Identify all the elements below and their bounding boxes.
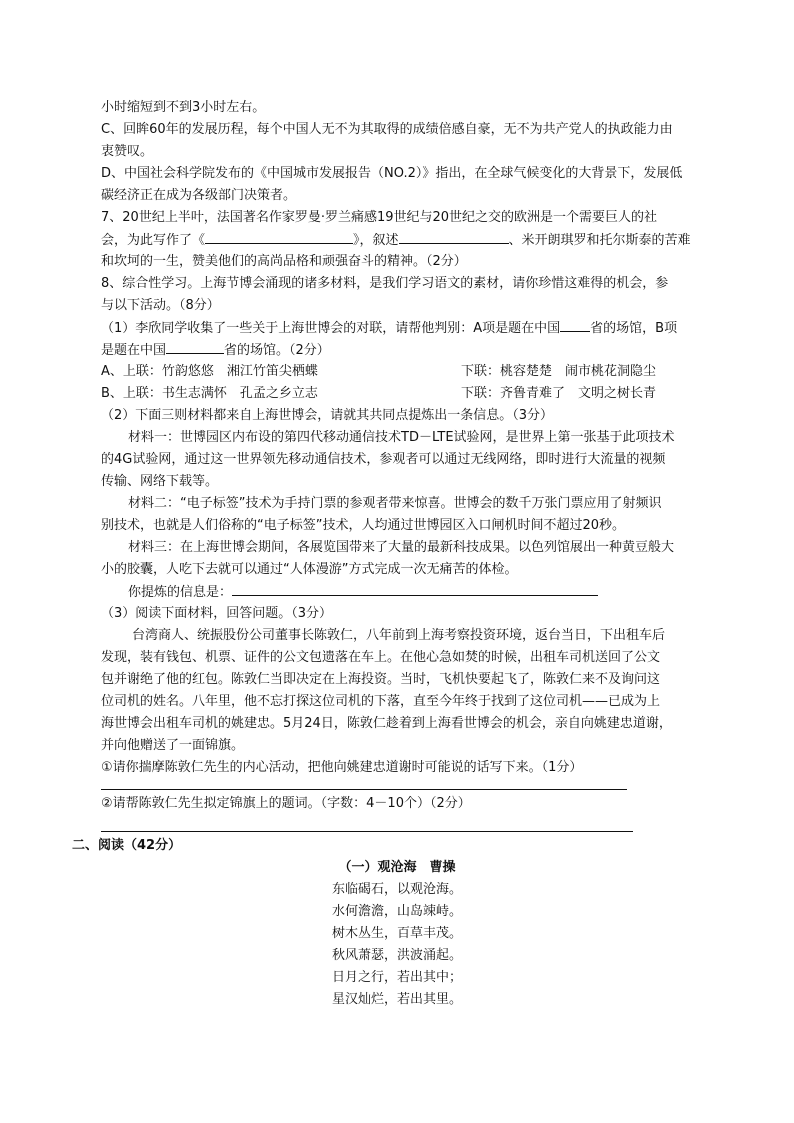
poem-title: （一）观沧海 曹操 — [338, 860, 456, 875]
answer-blank[interactable] — [166, 339, 224, 354]
option-d: D、中国社会科学院发布的《中国城市发展报告（NO.2）》指出，在全球气候变化的大背景下，发展低 — [101, 166, 683, 181]
passage-line: 并向他赠送了一面锦旗。 — [101, 738, 245, 753]
text-segment: 是题在中国 — [101, 343, 167, 358]
text-line: 小时缩短到不到3小时左右。 — [101, 100, 266, 115]
passage-line: 发现，装有钱包、机票、证件的公文包遗落在车上。在他心急如焚的时候，出租车司机送回了公文 — [101, 650, 661, 665]
poem-verse: 水何澹澹，山岛竦峙。 — [331, 904, 462, 919]
poem-verse: 树木丛生，百草丰茂。 — [331, 926, 462, 941]
text-segment: 你提炼的信息是： — [128, 585, 233, 600]
couplet-a — [101, 361, 657, 383]
sub-question-2: （2）下面三则材料都来自上海世博会，请就其共同点提炼出一条信息。（3分） — [101, 408, 554, 423]
option-c: C、回眸60年的发展历程，每个中国人无不为其取得的成绩倍感自豪，无不为共产党人的执政能力由 — [101, 122, 673, 137]
text-segment: 省的场馆，B项 — [590, 321, 678, 336]
material-3: 材料三：在上海世博会期间，各展览国带来了大量的最新科技成果。以色列馆展出一种黄豆般大 — [128, 540, 675, 555]
text-line: 的4G试验网，通过这一世界领先移动通信技术，参观者可以通过无线网络，即时进行大流量的视频 — [101, 452, 666, 467]
passage-line: 位司机的姓名。八年里，他不忘打探这位司机的下落，直至今年终于找到了这位司机——已成为上 — [101, 694, 661, 709]
sub-question-1 — [101, 317, 677, 340]
couplet-upper: A、上联：竹韵悠悠 湘江竹笛尖栖蝶 — [101, 364, 318, 379]
info-prompt — [128, 581, 598, 604]
text-segment: 、米开朗琪罗和托尔斯泰的苦难 — [508, 233, 691, 248]
text-line: 碳经济正在成为各级部门决策者。 — [101, 188, 297, 203]
text-segment: 》，叙述 — [353, 233, 399, 248]
answer-blank[interactable] — [399, 229, 509, 244]
material-2: 材料二：“电子标签”技术为手持门票的参观者带来惊喜。世博会的数千万张门票应用了射频识 — [128, 496, 662, 511]
text-line — [101, 339, 330, 362]
passage-line: 台湾商人、统振股份公司董事长陈敦仁，八年前到上海考察投资环境，返台当日，下出租车后 — [132, 628, 666, 643]
question-8: 8、综合性学习。上海节博会涌现的诸多材料，是我们学习语文的素材，请你珍惜这难得的机会，参 — [101, 276, 669, 291]
answer-blank[interactable] — [560, 317, 590, 332]
answer-blank[interactable] — [205, 229, 353, 244]
question-circle-1: ①请你揣摩陈敦仁先生的内心活动，把他向姚建忠道谢时可能说的话写下来。（1分） — [101, 760, 583, 775]
text-line: 传输、网络下载等。 — [101, 474, 219, 489]
answer-line[interactable] — [101, 831, 633, 832]
question-circle-2: ②请帮陈敦仁先生拟定锦旗上的题词。（字数：4－10个）（2分） — [101, 796, 471, 811]
couplet-upper: B、上联：书生志满怀 孔孟之乡立志 — [101, 386, 318, 401]
answer-line[interactable] — [232, 581, 598, 596]
section-heading: 二、阅读（42分） — [72, 838, 182, 853]
material-1: 材料一：世博园区内布设的第四代移动通信技术TD－LTE试验网，是世界上第一张基于此项技术 — [128, 430, 675, 445]
text-segment: （1）李欣同学收集了一些关于上海世博会的对联，请帮他判别：A项是题在中国 — [101, 321, 561, 336]
sub-question-3: （3）阅读下面材料，回答问题。（3分） — [101, 606, 333, 621]
poem-verse: 日月之行，若出其中； — [331, 970, 462, 985]
question-7-blanks — [101, 229, 691, 252]
text-line: 和坎坷的一生，赞美他们的高尚品格和顽强奋斗的精神。（2分） — [101, 254, 467, 269]
text-line: 与以下活动。（8分） — [101, 298, 220, 313]
passage-line: 海世博会出租车司机的姚建忠。5月24日，陈敦仁趁着到上海看世博会的机会，亲自向姚建忠道谢， — [101, 716, 672, 731]
text-line: 衷赞叹。 — [101, 144, 154, 159]
text-segment: 会，为此写作了《 — [101, 233, 206, 248]
question-7: 7、20世纪上半叶，法国著名作家罗曼·罗兰痛感19世纪与20世纪之交的欧洲是一个需要巨人的社 — [101, 210, 658, 225]
text-segment: 省的场馆。（2分） — [224, 343, 330, 358]
text-line: 别技术，也就是人们俗称的“电子标签”技术，人均通过世博园区入口闸机时间不超过20秒。 — [101, 518, 626, 533]
couplet-lower: 下联：齐鲁青难了 文明之树长青 — [461, 386, 657, 401]
poem-verse: 东临碣石，以观沧海。 — [331, 882, 462, 897]
poem-verse: 秋风萧瑟，洪波涌起。 — [331, 948, 462, 963]
text-line: 小的胶囊，人吃下去就可以通过“人体漫游”方式完成一次无痛苦的体检。 — [101, 562, 518, 577]
poem-verse: 星汉灿烂，若出其里。 — [331, 992, 462, 1007]
couplet-lower: 下联：桃容楚楚 闹市桃花洞隐尘 — [461, 364, 657, 379]
answer-line[interactable] — [101, 789, 627, 790]
couplet-b — [101, 383, 657, 405]
passage-line: 包并谢绝了他的红包。陈敦仁当即决定在上海投资。当时，飞机快要起飞了，陈敦仁来不及询问这 — [101, 672, 661, 687]
